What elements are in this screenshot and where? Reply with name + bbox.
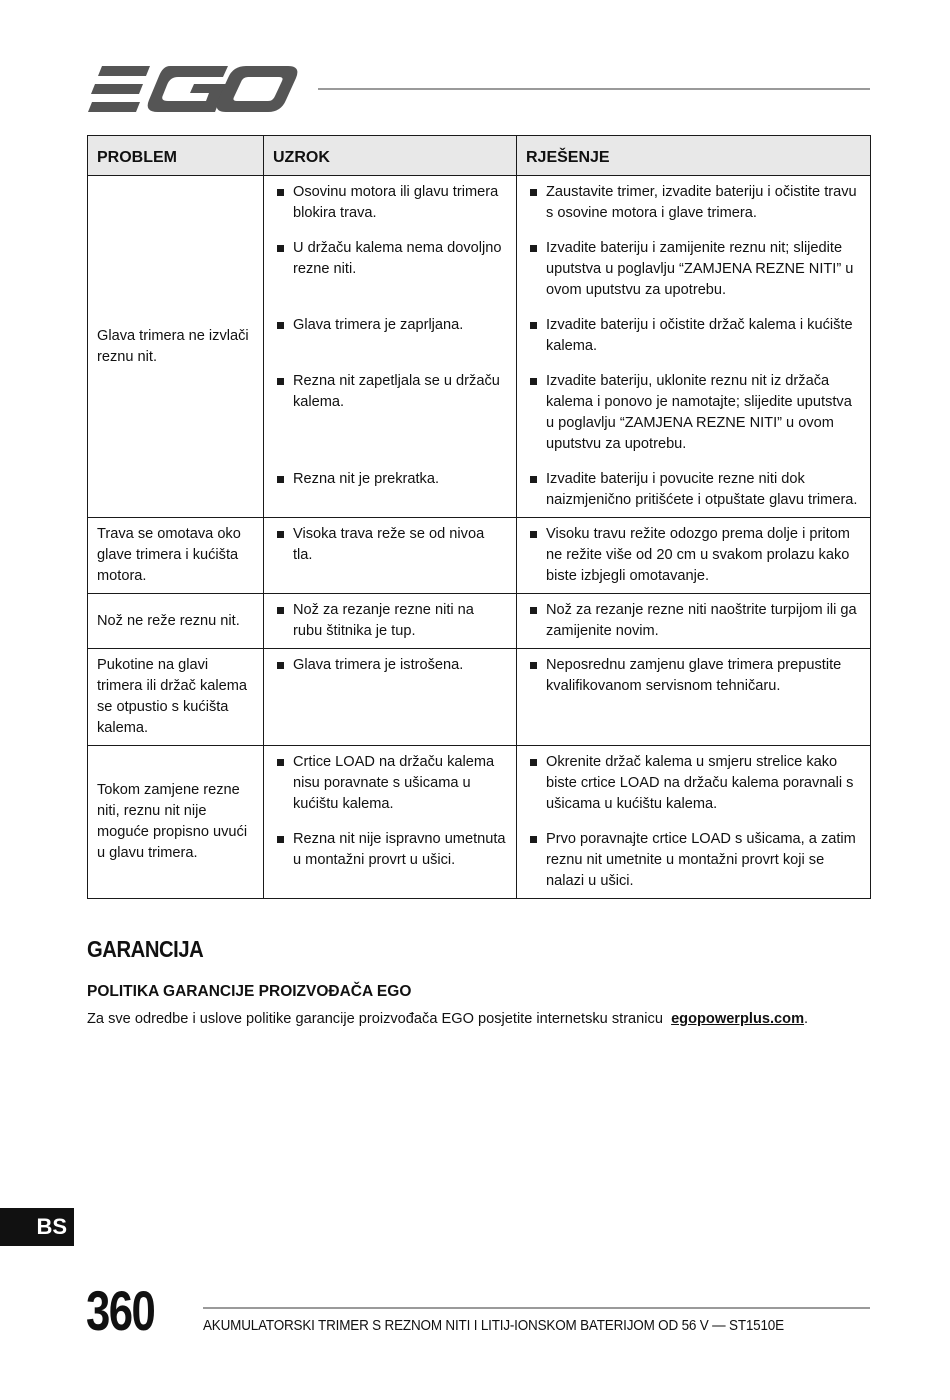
problem-cell: Tokom zamjene rezne niti, reznu nit nije moguće propisno uvući u glavu trimera. — [88, 746, 264, 899]
bullet-icon — [530, 836, 537, 843]
problem-cell: Trava se omotava oko glave trimera i kućišta motora. — [88, 518, 264, 594]
table-row — [88, 649, 871, 746]
solution-cell — [517, 518, 871, 594]
bullet-icon — [530, 189, 537, 196]
list-item: Okrenite držač kalema u smjeru strelice kako biste crtice LOAD na držaču kalema poravnali s ušicama u kućištu kalema. — [526, 752, 861, 815]
bullet-icon — [277, 189, 284, 196]
cause-cell — [264, 746, 517, 899]
list-item: Prvo poravnajte crtice LOAD s ušicama, a zatim reznu nit umetnite u montažni provrt koji se nalazi u ušici. — [526, 829, 861, 892]
warranty-link[interactable]: egopowerplus.com — [671, 1011, 805, 1027]
troubleshooting-table — [87, 135, 871, 899]
warranty-text: Za sve odredbe i uslove politike garancije proizvođača EGO posjetite internetsku stranicu — [87, 1011, 663, 1027]
list-item: Osovinu motora ili glavu trimera blokira trava. — [273, 182, 507, 224]
warranty-paragraph — [87, 1011, 808, 1027]
footer-rule — [203, 1307, 870, 1309]
solution-cell — [517, 649, 871, 746]
bullet-icon — [530, 245, 537, 252]
warranty-end: . — [804, 1011, 809, 1027]
warranty-subtitle: POLITIKA GARANCIJE PROIZVOĐAČA EGO — [87, 983, 412, 1000]
language-tab: BS — [0, 1208, 74, 1246]
table-row — [88, 518, 871, 594]
bullet-icon — [530, 662, 537, 669]
warranty-title: GARANCIJA — [87, 936, 204, 962]
header-solution: RJEŠENJE — [517, 136, 871, 176]
problem-cell: Nož ne reže reznu nit. — [88, 594, 264, 649]
header-rule — [318, 88, 870, 90]
table-header-row — [88, 136, 871, 176]
bullet-icon — [530, 322, 537, 329]
bullet-icon — [530, 378, 537, 385]
problem-cell: Glava trimera ne izvlači reznu nit. — [88, 176, 264, 518]
bullet-icon — [277, 607, 284, 614]
list-item: Zaustavite trimer, izvadite bateriju i očistite travu s osovine motora i glave trimera. — [526, 182, 861, 224]
bullet-icon — [530, 607, 537, 614]
bullet-icon — [277, 378, 284, 385]
list-item: Crtice LOAD na držaču kalema nisu poravnate s ušicama u kućištu kalema. — [273, 752, 507, 815]
list-item: Rezna nit zapetljala se u držaču kalema. — [273, 371, 507, 455]
cause-cell — [264, 649, 517, 746]
header-cause: UZROK — [264, 136, 517, 176]
list-item: Nož za rezanje rezne niti naoštrite turpijom ili ga zamijenite novim. — [526, 600, 861, 642]
bullet-icon — [277, 531, 284, 538]
list-item: Izvadite bateriju i povucite rezne niti dok naizmjenično pritišćete i otpuštate glavu trimera. — [526, 469, 861, 511]
list-item: Nož za rezanje rezne niti na rubu štitnika je tup. — [273, 600, 507, 642]
list-item: Izvadite bateriju, uklonite reznu nit iz držača kalema i ponovo je namotajte; slijedite uputstva u poglavlju “ZAMJENA REZNE NITI” u ovom uputstvu za upotrebu. — [526, 371, 861, 455]
problem-cell: Pukotine na glavi trimera ili držač kalema se otpustio s kućišta kalema. — [88, 649, 264, 746]
list-item: Visoka trava reže se od nivoa tla. — [273, 524, 507, 566]
bullet-icon — [530, 476, 537, 483]
solution-cell — [517, 746, 871, 899]
bullet-icon — [277, 662, 284, 669]
list-item: Rezna nit nije ispravno umetnuta u montažni provrt u ušici. — [273, 829, 507, 871]
bullet-icon — [277, 836, 284, 843]
list-item: Izvadite bateriju i očistite držač kalema i kućište kalema. — [526, 315, 861, 357]
list-item: Neposrednu zamjenu glave trimera prepustite kvalifikovanom servisnom tehničaru. — [526, 655, 861, 697]
list-item: Izvadite bateriju i zamijenite reznu nit; slijedite uputstva u poglavlju “ZAMJENA REZNE NITI” u ovom uputstvu za upotrebu. — [526, 238, 861, 301]
solution-cell — [517, 594, 871, 649]
bullet-icon — [530, 759, 537, 766]
cause-cell — [264, 594, 517, 649]
list-item: U držaču kalema nema dovoljno rezne niti. — [273, 238, 507, 301]
bullet-icon — [277, 322, 284, 329]
ego-logo — [88, 66, 298, 112]
solution-cell — [517, 176, 871, 518]
table-row — [88, 594, 871, 649]
list-item: Glava trimera je zaprljana. — [273, 315, 507, 357]
list-item: Rezna nit je prekratka. — [273, 469, 507, 511]
cause-cell — [264, 176, 517, 518]
page-number: 360 — [86, 1279, 155, 1342]
header-problem: PROBLEM — [88, 136, 264, 176]
list-item: Visoku travu režite odozgo prema dolje i pritom ne režite više od 20 cm u svakom prolazu kako biste izbjegli omotavanje. — [526, 524, 861, 587]
footer-title: AKUMULATORSKI TRIMER S REZNOM NITI I LITIJ-IONSKOM BATERIJOM OD 56 V — ST1510E — [203, 1318, 784, 1334]
list-item: Glava trimera je istrošena. — [273, 655, 507, 676]
bullet-icon — [277, 245, 284, 252]
table-row — [88, 746, 871, 899]
bullet-icon — [277, 759, 284, 766]
bullet-icon — [530, 531, 537, 538]
bullet-icon — [277, 476, 284, 483]
table-row — [88, 176, 871, 518]
cause-cell — [264, 518, 517, 594]
